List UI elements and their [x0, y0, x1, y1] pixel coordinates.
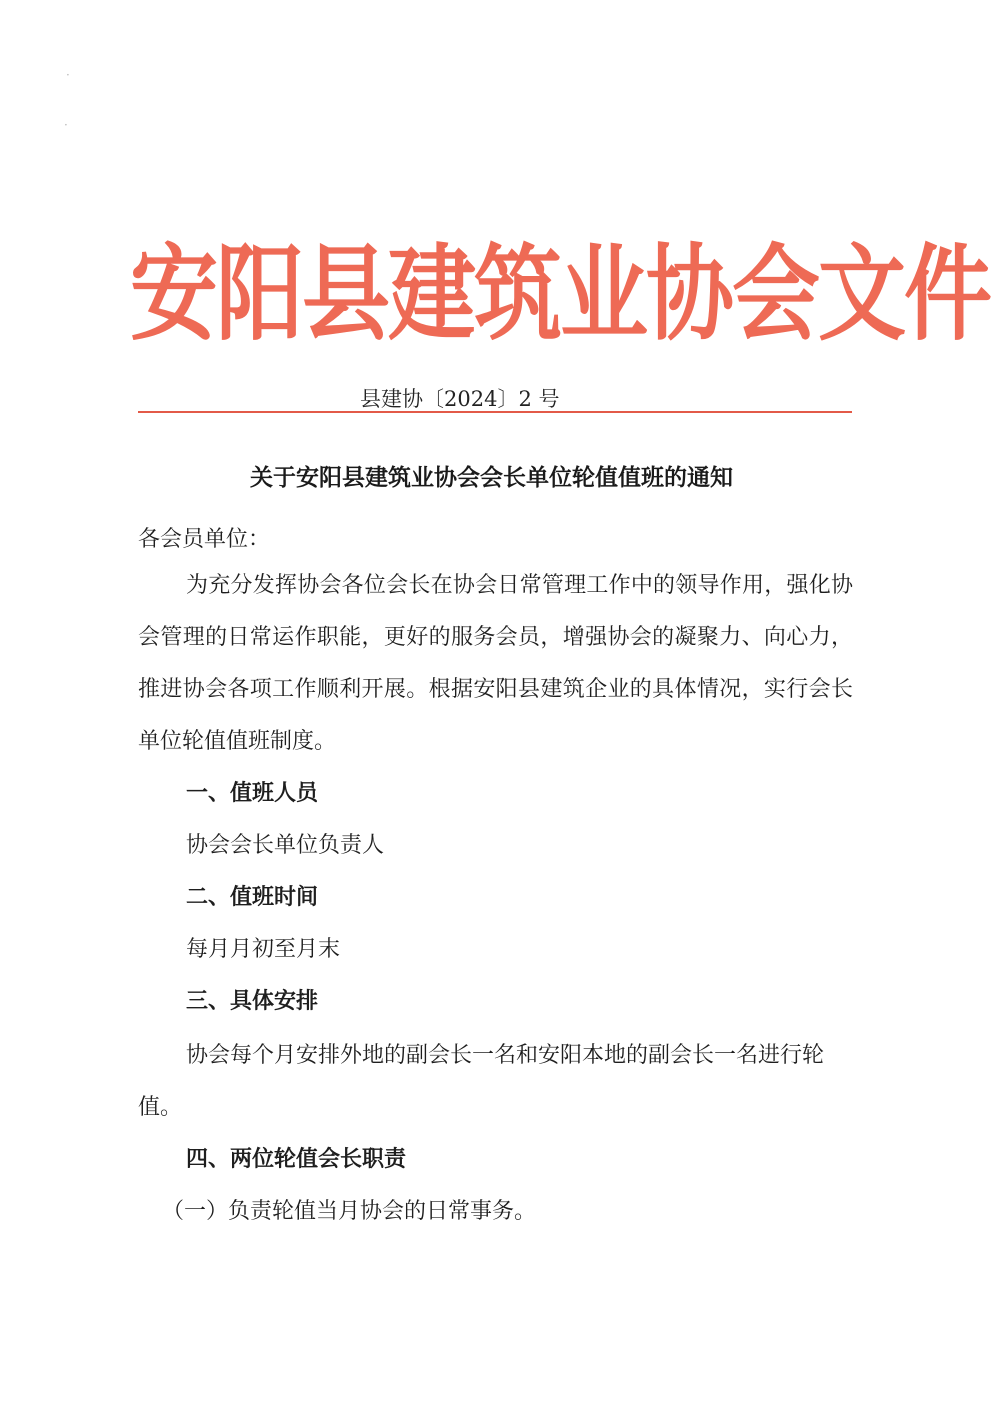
section-content-time: 每月月初至月末 — [186, 937, 341, 962]
scan-speck: · — [64, 118, 68, 132]
section-content-personnel: 协会会长单位负责人 — [186, 833, 385, 858]
section-heading-personnel: 一、值班人员 — [186, 781, 319, 806]
header-red-rule — [138, 411, 852, 413]
section-heading-duties: 四、两位轮值会长职责 — [186, 1147, 407, 1172]
scan-speck: · — [66, 68, 70, 82]
salutation: 各会员单位： — [138, 527, 271, 552]
document-number: 县建协〔2024〕2 号 — [360, 387, 560, 411]
notice-title: 关于安阳县建筑业协会会长单位轮值值班的通知 — [250, 465, 733, 491]
duty-item-1: （一）负责轮值当月协会的日常事务。 — [162, 1199, 537, 1224]
org-header-title: 安阳县建筑业协会文件 — [130, 233, 991, 355]
intro-paragraph: 为充分发挥协会各位会长在协会日常管理工作中的领导作用，强化协会管理的日常运作职能，更好的服务会员，增强协会的凝聚力、向心力，推进协会各项工作顺利开展。根据安阳县建筑企业的具体情况，实行会长单位轮值值班制度。 — [138, 573, 853, 754]
section-heading-arrangement: 三、具体安排 — [186, 989, 319, 1014]
section-heading-time: 二、值班时间 — [186, 885, 319, 910]
section-content-arrangement: 协会每个月安排外地的副会长一名和安阳本地的副会长一名进行轮值。 — [138, 1043, 825, 1120]
